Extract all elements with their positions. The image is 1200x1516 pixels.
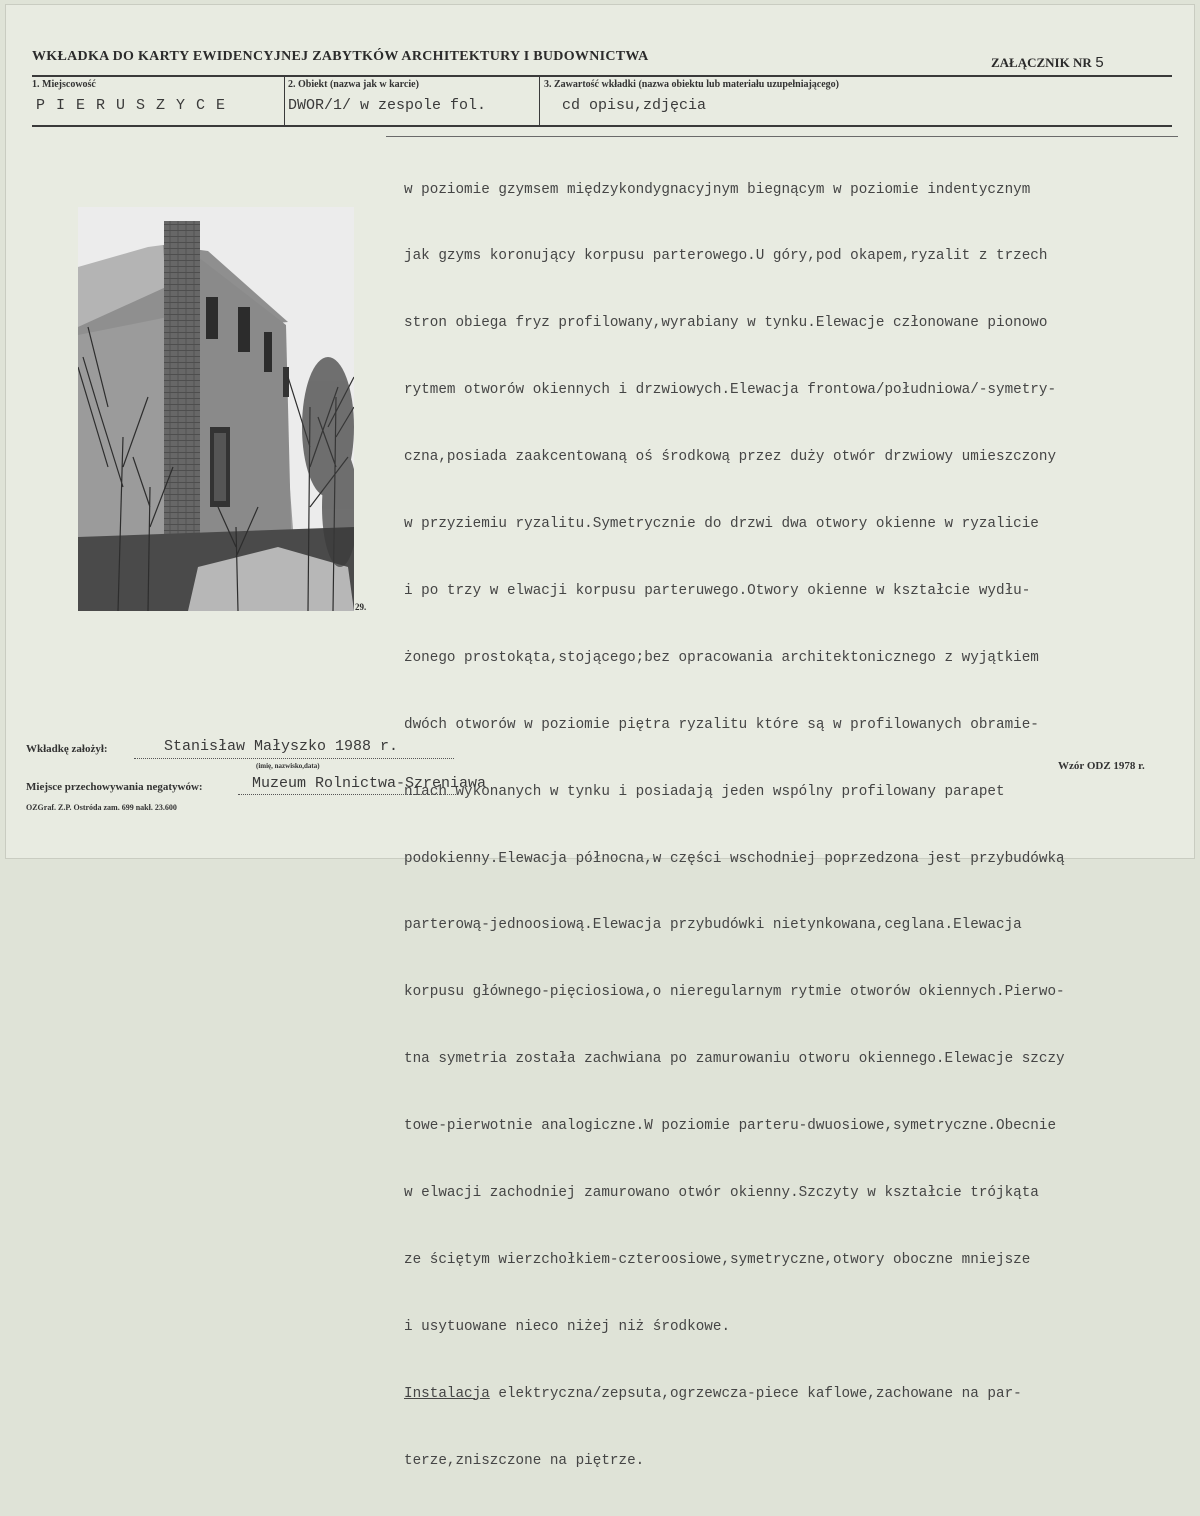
text-line: czna,posiada zaakcentowaną oś środkową przez duży otwór drzwiowy umieszczony: [404, 449, 1057, 466]
print-note: OZGraf. Z.P. Ostróda zam. 699 nakł. 23.600: [26, 803, 177, 812]
object-label: 2. Obiekt (nazwa jak w karcie): [288, 79, 419, 90]
author-value: Stanisław Małyszko 1988 r.: [164, 738, 399, 755]
text-line: tna symetria została zachwiana po zamurowaniu otworu okiennego.Elewacje szczy: [404, 1051, 1065, 1068]
author-hint: (imię, nazwisko,data): [256, 762, 320, 770]
annex-number: 5: [1094, 55, 1104, 72]
form-code: Wzór ODZ 1978 r.: [1058, 760, 1145, 772]
storage-dotline: [238, 794, 458, 795]
description-text: [404, 134, 1184, 1516]
locality-label: 1. Miejscowość: [32, 79, 96, 90]
text-line: żonego prostokąta,stojącego;bez opracowania architektonicznego z wyjątkiem: [404, 649, 1039, 666]
text-line: dwóch otworów w poziomie piętra ryzalitu które są w profilowanych obramie-: [404, 716, 1039, 733]
field-divider: [539, 76, 540, 126]
contents-label: 3. Zawartość wkładki (nazwa obiektu lub materiału uzupełniającego): [544, 79, 840, 90]
text-line: korpusu głównego-pięciosiowa,o nieregularnym rytmie otworów okiennych.Pierwo-: [404, 984, 1065, 1001]
manor-photo: [78, 207, 354, 611]
locality-value: P I E R U S Z Y C E: [36, 97, 227, 114]
text-line: niach wykonanych w tynku i posiadają jeden wspólny profilowany parapet: [404, 783, 1005, 800]
record-sheet: [5, 4, 1195, 1469]
installation-heading: Instalacja: [404, 1385, 490, 1402]
text-line: parterową-jednoosiową.Elewacja przybudówki nietynkowana,ceglana.Elewacja: [404, 917, 1022, 934]
storage-value: Muzeum Rolnictwa-Szreniawa: [252, 775, 487, 792]
text-line: podokienny.Elewacja północna,w części wschodniej poprzedzona jest przybudówką: [404, 850, 1065, 867]
text-line: w elwacji zachodniej zamurowano otwór okienny.Szczyty w kształcie trójkąta: [404, 1184, 1039, 1201]
manor-photo-image: [78, 207, 354, 611]
text-line: terze,zniszczone na piętrze.: [404, 1452, 645, 1469]
text-line: i usytuowane nieco niżej niż środkowe.: [404, 1318, 731, 1335]
annex-label-text: ZAŁĄCZNIK NR: [990, 55, 1092, 70]
text-line: i po trzy w elwacji korpusu parteruwego.Otwory okienne w kształcie wydłu-: [404, 582, 1031, 599]
photo-number: 29.: [355, 602, 367, 612]
form-title: WKŁADKA DO KARTY EWIDENCYJNEJ ZABYTKÓW ARCHITEKTURY I BUDOWNICTWA: [32, 49, 649, 64]
text-line: stron obiega fryz profilowany,wyrabiany w tynku.Elewacje członowane pionowo: [404, 315, 1048, 332]
storage-label: Miejsce przechowywania negatywów:: [26, 781, 203, 793]
installation-text: elektryczna/zepsuta,ogrzewcza-piece kaflowe,zachowane na par-: [489, 1385, 1022, 1402]
field-divider: [284, 76, 285, 126]
header-rule: [32, 75, 1172, 77]
annex-label: [991, 55, 1104, 72]
text-line: jak gzyms koronujący korpusu parterowego.U góry,pod okapem,ryzalit z trzech: [404, 248, 1048, 265]
contents-value: cd opisu,zdjęcia: [562, 97, 707, 114]
text-line: rytmem otworów okiennych i drzwiowych.Elewacja frontowa/południowa/-symetry-: [404, 382, 1057, 399]
object-value: DWOR/1/ w zespole fol.: [288, 97, 487, 114]
author-dotline: [134, 758, 454, 759]
text-line: ze ściętym wierzchołkiem-czteroosiowe,symetryczne,otwory oboczne mniejsze: [404, 1251, 1031, 1268]
text-line: towe-pierwotnie analogiczne.W poziomie parteru-dwuosiowe,symetryczne.Obecnie: [404, 1118, 1057, 1135]
text-line: w poziomie gzymsem międzykondygnacyjnym biegnącym w poziomie indentycznym: [404, 181, 1031, 198]
author-label: Wkładkę założył:: [26, 743, 108, 755]
installation-line: [404, 1383, 1184, 1405]
text-line: w przyziemiu ryzalitu.Symetrycznie do drzwi dwa otwory okienne w ryzalicie: [404, 516, 1039, 533]
fields-rule: [32, 125, 1172, 127]
